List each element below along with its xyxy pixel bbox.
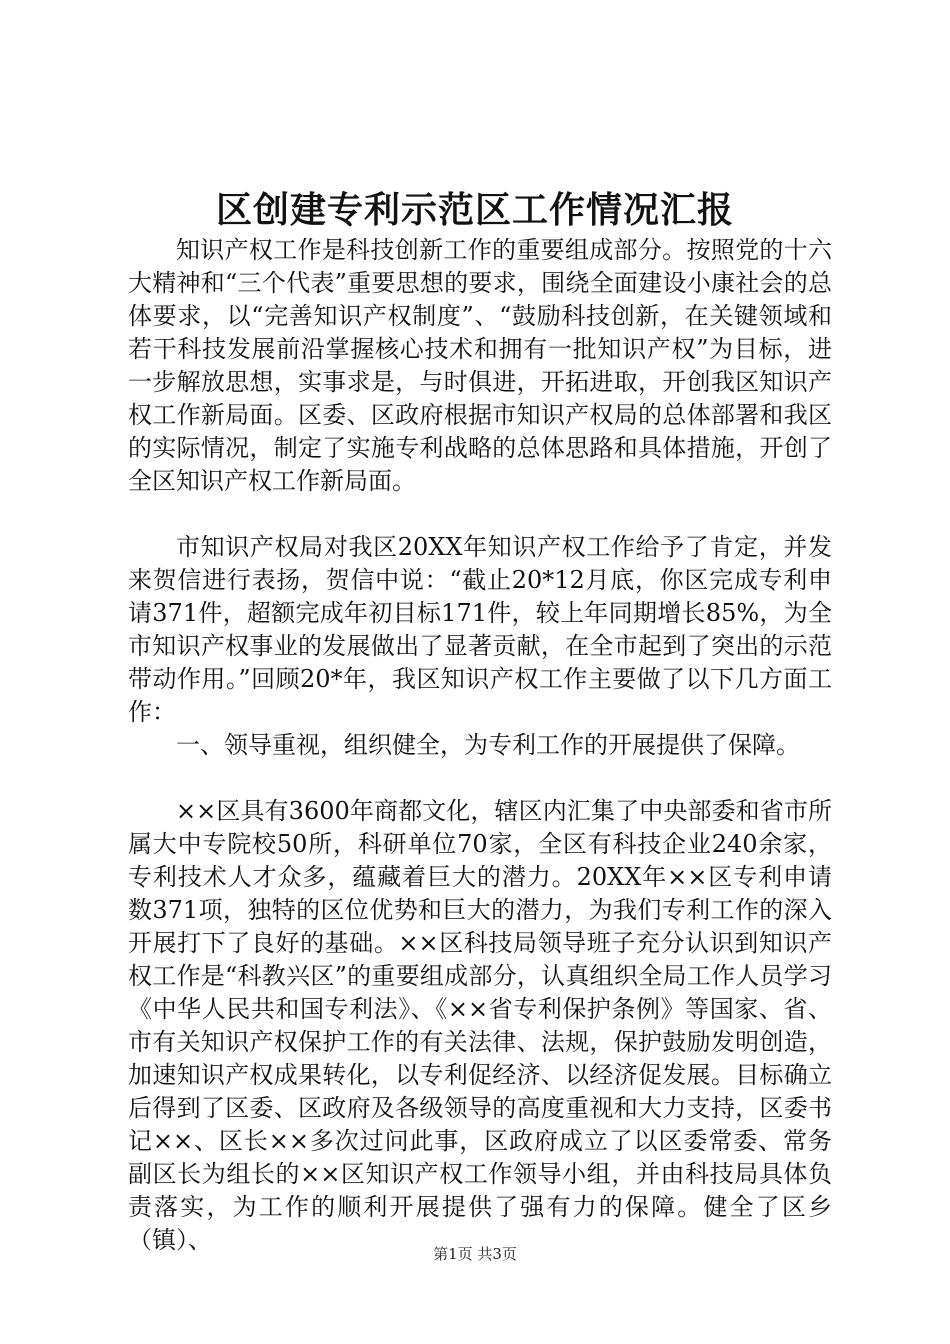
paragraph-gap [128, 498, 832, 531]
paragraph-district-overview: ××区具有3600年商都文化，辖区内汇集了中央部委和省市所属大中专院校50所，科研单位70家，全区有科技企业240余家，专利技术人才众多，蕴藏着巨大的潜力。20XX年××区专利申请数371项，独特的区位优势和巨大的潜力，为我们专利工作的深入开展打下了良好的基础。××区科技局领导班子充分认识到知识产权工作是“科教兴区”的重要组成部分，认真组织全局工作人员学习《中华人民共和国专利法》、《××省专利保护条例》等国家、省、市有关知识产权保护工作的有关法律、法规，保护鼓励发明创造，加速知识产权成果转化，以专利促经济、以经济促发展。目标确立后得到了区委、区政府及各级领导的高度重视和大力支持，区委书记××、区长××多次过问此事，区政府成立了以区委常委、常务副区长为组长的××区知识产权工作领导小组，并由科技局具体负责落实，为工作的顺利开展提供了强有力的保障。健全了区乡（镇）、 [128, 797, 832, 1254]
page-footer: 第1页 共3页 [433, 1245, 517, 1263]
document-body [128, 234, 832, 1257]
document-title: 区创建专利示范区工作情况汇报 [215, 189, 734, 231]
paragraph-congratulation: 市知识产权局对我区20XX年知识产权工作给予了肯定，并发来贺信进行表扬，贺信中说：“截止20*12月底，你区完成专利申请371件，超额完成年初目标171件，较上年同期增长85%，为全市知识产权事业的发展做出了显著贡献，在全市起到了突出的示范带动作用。”回顾20*年，我区知识产权工作主要做了以下几方面工作： [128, 533, 832, 726]
section-heading-one: 一、领导重视，组织健全，为专利工作的开展提供了保障。 [176, 731, 800, 759]
paragraph-intro: 知识产权工作是科技创新工作的重要组成部分。按照党的十六大精神和“三个代表”重要思想的要求，围绕全面建设小康社会的总体要求，以“完善知识产权制度”、“鼓励科技创新，在关键领域和若干科技发展前沿掌握核心技术和拥有一批知识产权”为目标，进一步解放思想，实事求是，与时俱进，开拓进取，开创我区知识产权工作新局面。区委、区政府根据市知识产权局的总体部署和我区的实际情况，制定了实施专利战略的总体思路和具体措施，开创了全区知识产权工作新局面。 [128, 236, 832, 495]
paragraph-gap [128, 762, 832, 795]
